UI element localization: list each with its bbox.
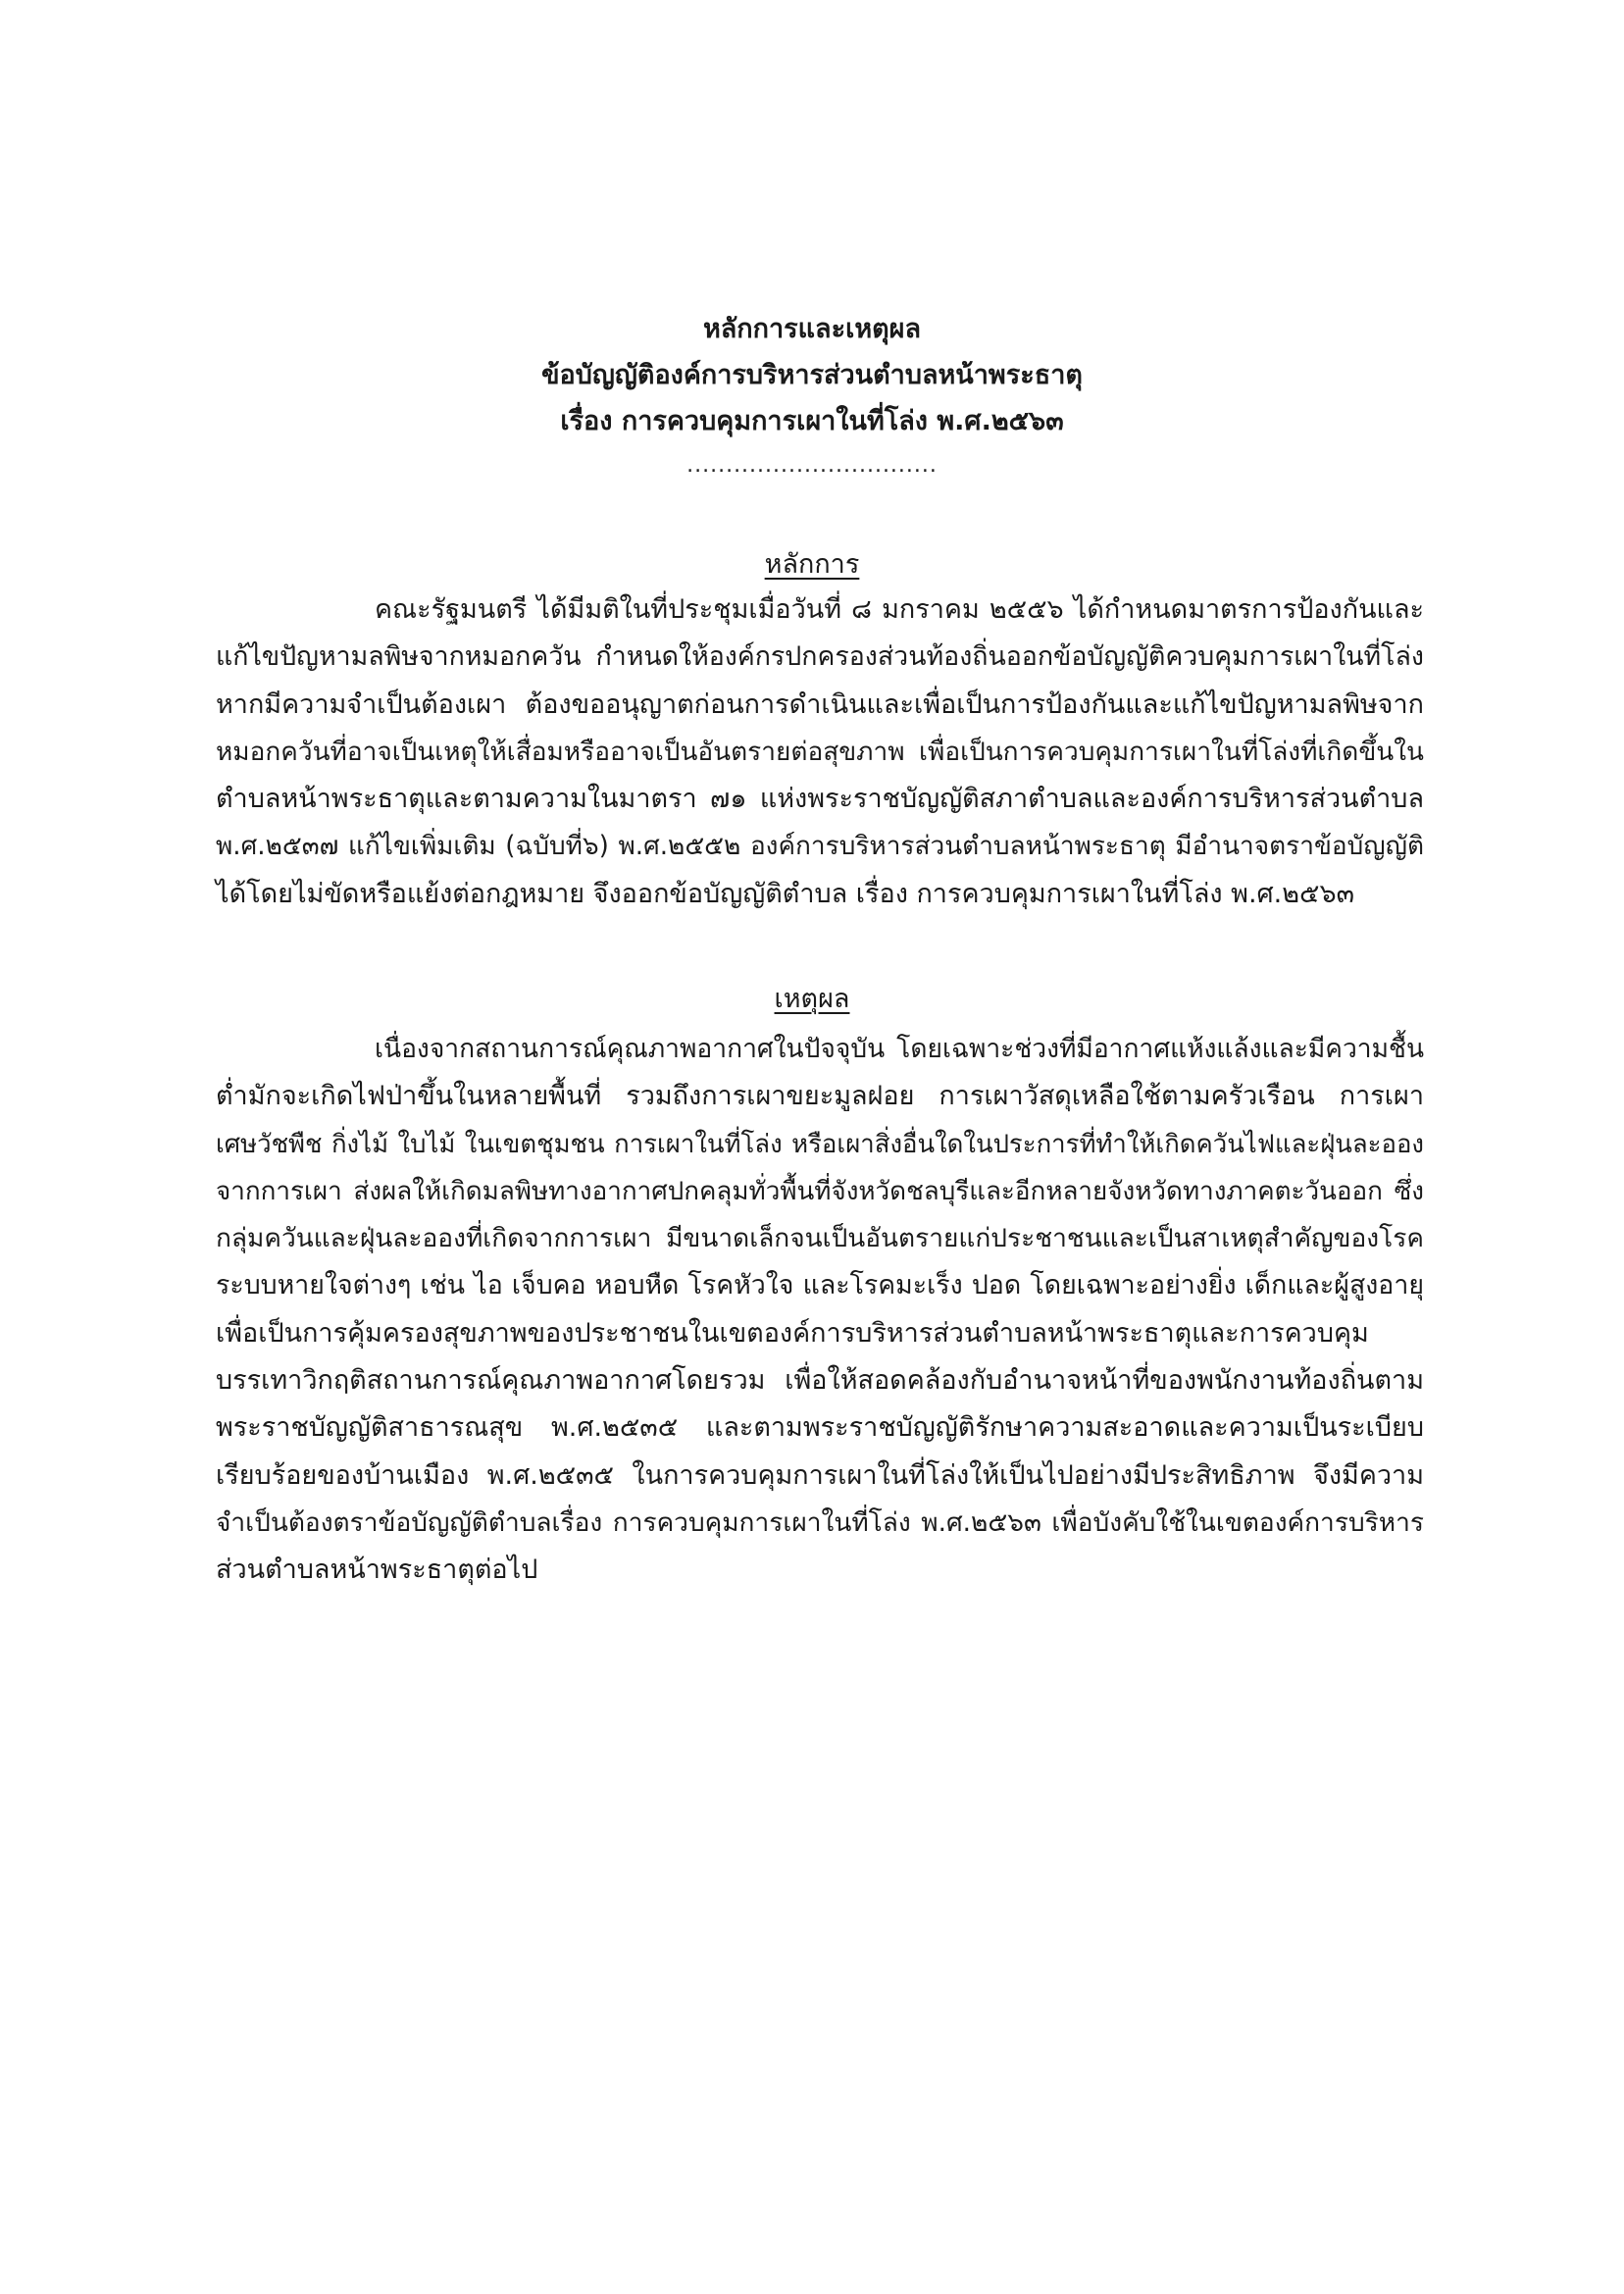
principle-line: พ.ศ.๒๕๓๗ แก้ไขเพิ่มเติม (ฉบับที่๖) พ.ศ.๒๕๕๒ องค์การบริหารส่วนตำบลหน้าพระธาตุ มีอำนาจตราข้อบัญญัติ — [216, 832, 1424, 862]
document-title — [0, 306, 1624, 444]
reason-line: พระราชบัญญัติสาธารณสุข พ.ศ.๒๕๓๕ และตามพระราชบัญญัติรักษาความสะอาดและความเป็นระเบียบ — [216, 1412, 1424, 1444]
principle-line: แก้ไขปัญหามลพิษจากหมอกควัน กำหนดให้องค์กรปกครองส่วนท้องถิ่นออกข้อบัญญัติควบคุมการเผาในที่โล่ง — [216, 641, 1424, 673]
reason-line: เรียบร้อยของบ้านเมือง พ.ศ.๒๕๓๕ ในการควบคุมการเผาในที่โล่งให้เป็นไปอย่างมีประสิทธิภาพ จึงมีความ — [216, 1459, 1424, 1491]
principle-line: หมอกควันที่อาจเป็นเหตุให้เสื่อมหรืออาจเป็นอันตรายต่อสุขภาพ เพื่อเป็นการควบคุมการเผาในที่โล่งที่เกิดขึ้นใน — [216, 737, 1424, 767]
reason-line: ต่ำมักจะเกิดไฟป่าขึ้นในหลายพื้นที่ รวมถึงการเผาขยะมูลฝอย การเผาวัสดุเหลือใช้ตามครัวเรือน การเผา — [216, 1081, 1424, 1112]
reason-heading: เหตุผล — [774, 984, 850, 1014]
reason-line: บรรเทาวิกฤติสถานการณ์คุณภาพอากาศโดยรวม เพื่อให้สอดคล้องกับอำนาจหน้าที่ของพนักงานท้องถิ่นตาม — [216, 1365, 1424, 1397]
reason-line: จากการเผา ส่งผลให้เกิดมลพิษทางอากาศปกคลุมทั่วพื้นที่จังหวัดชลบุรีและอีกหลายจังหวัดทางภาคตะวันออก ซึ่ง — [216, 1176, 1424, 1206]
principle-line: ตำบลหน้าพระธาตุและตามความในมาตรา ๗๑ แห่งพระราชบัญญัติสภาตำบลและองค์การบริหารส่วนตำบล — [216, 784, 1424, 815]
principle-line: คณะรัฐมนตรี ได้มีมติในที่ประชุมเมื่อวันที่ ๘ มกราคม ๒๕๕๖ ได้กำหนดมาตรการป้องกันและ — [375, 594, 1424, 625]
reason-paragraph — [216, 1026, 1424, 1595]
reason-line: จำเป็นต้องตราข้อบัญญัติตำบลเรื่อง การควบคุมการเผาในที่โล่ง พ.ศ.๒๕๖๓ เพื่อบังคับใช้ในเขตองค์การบริหาร — [216, 1507, 1424, 1538]
reason-line: ระบบหายใจต่างๆ เช่น ไอ เจ็บคอ หอบหืด โรคหัวใจ และโรคมะเร็ง ปอด โดยเฉพาะอย่างยิ่ง เด็กและผู้สูงอายุ — [216, 1270, 1424, 1301]
principle-heading: หลักการ — [764, 549, 860, 580]
principle-line: หากมีความจำเป็นต้องเผา ต้องขออนุญาตก่อนการดำเนินและเพื่อเป็นการป้องกันและแก้ไขปัญหามลพิษจาก — [216, 688, 1424, 720]
title-line-1: หลักการและเหตุผล — [702, 314, 922, 344]
principle-paragraph — [216, 586, 1424, 918]
reason-line: ส่วนตำบลหน้าพระธาตุต่อไป — [216, 1555, 538, 1586]
reason-line: เนื่องจากสถานการณ์คุณภาพอากาศในปัจจุบัน โดยเฉพาะช่วงที่มีอากาศแห้งแล้งและมีความชื้น — [375, 1034, 1424, 1064]
reason-line: กลุ่มควันและฝุ่นละอองที่เกิดจากการเผา มีขนาดเล็กจนเป็นอันตรายแก่ประชาชนและเป็นสาเหตุสำคัญของโรค — [216, 1224, 1424, 1254]
principle-line: ได้โดยไม่ขัดหรือแย้งต่อกฎหมาย จึงออกข้อบัญญัติตำบล เรื่อง การควบคุมการเผาในที่โล่ง พ.ศ.๒๕๖๓ — [216, 878, 1355, 909]
title-line-3: เรื่อง การควบคุมการเผาในที่โล่ง พ.ศ.๒๕๖๓ — [560, 406, 1064, 436]
reason-line: เศษวัชพืช กิ่งไม้ ใบไม้ ในเขตชุมชน การเผาในที่โล่ง หรือเผาสิ่งอื่นใดในประการที่ทำให้เกิดควันไฟและฝุ่นละออง — [216, 1129, 1424, 1159]
title-line-2: ข้อบัญญัติองค์การบริหารส่วนตำบลหน้าพระธาตุ — [541, 360, 1083, 390]
reason-line: เพื่อเป็นการคุ้มครองสุขภาพของประชาชนในเขตองค์การบริหารส่วนตำบลหน้าพระธาตุและการควบคุม — [216, 1317, 1369, 1349]
title-separator: ................................ — [686, 453, 938, 478]
